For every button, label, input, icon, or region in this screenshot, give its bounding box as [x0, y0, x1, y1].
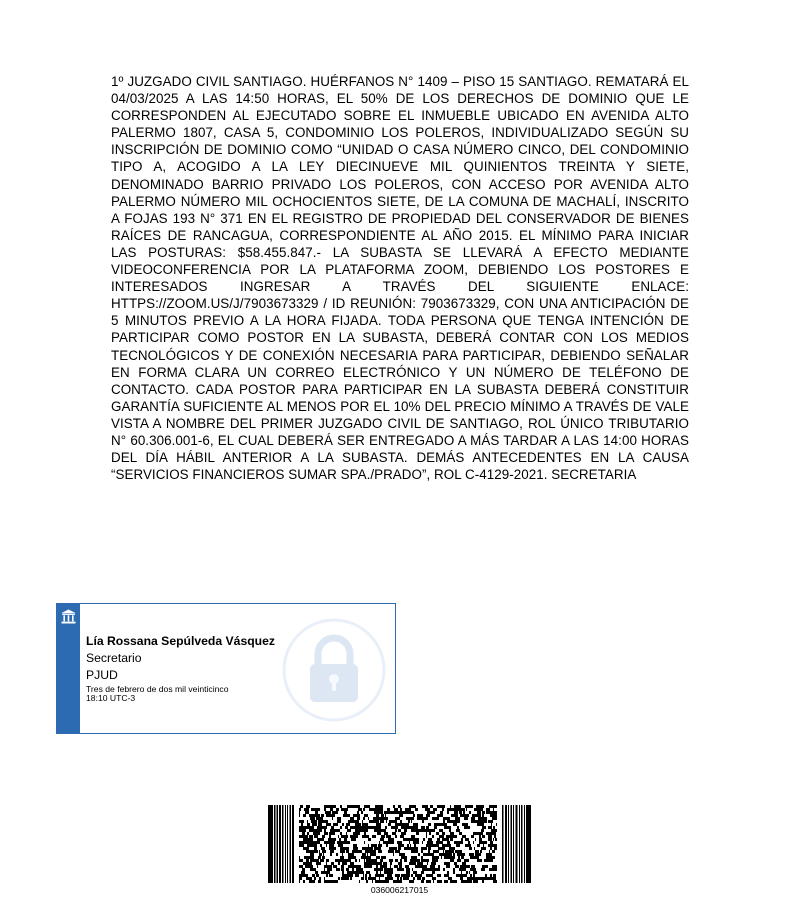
signer-name: Lía Rossana Sepúlveda Vásquez [86, 634, 275, 648]
signature-time-text: 18:10 UTC-3 [86, 693, 136, 704]
barcode-number: 036006217015 [370, 885, 429, 895]
signer-role: Secretario [86, 651, 142, 665]
signature-side-strip [57, 604, 80, 733]
signer-organization: PJUD [86, 668, 118, 682]
padlock-icon [282, 618, 386, 722]
auction-notice-text: 1º JUZGADO CIVIL SANTIAGO. HUÉRFANOS N° 1409 – PISO 15 SANTIAGO. REMATARÁ EL 04/03/2025 A LAS 14:50 HORAS, EL 50% DE LOS DERECHOS DE DOMINIO QUE LE CORRESPONDEN AL EJECUTADO SOBRE EL INMUEBLE UBICADO EN AVENIDA ALTO PALERMO 1807, CASA 5, CONDOMINIO LOS POLEROS, INDIVIDUALIZADO SEGÚN SU INSCRIPCIÓN DE DOMINIO COMO “UNIDAD O CASA NÚMERO CINCO, DEL CONDOMINIO TIPO A, ACOGIDO A LA LEY DIECINUEVE MIL QUINIENTOS TREINTA Y SIETE, DENOMINADO BARRIO PRIVADO LOS POLEROS, CON ACCESO POR AVENIDA ALTO PALERMO NÚMERO MIL OCHOCIENTOS SIETE, DE LA COMUNA DE MACHALÍ, INSCRITO A FOJAS 193 N° 371 EN EL REGISTRO DE PROPIEDAD DEL CONSERVADOR DE BIENES RAÍCES DE RANCAGUA, CORRESPONDIENTE AL AÑO 2015. EL MÍNIMO PARA INICIAR LAS POSTURAS: $58.455.847.- LA SUBASTA SE LLEVARÁ A EFECTO MEDIANTE VIDEOCONFERENCIA POR LA PLATAFORMA ZOOM, DEBIENDO LOS POSTORES E INTERESADOS INGRESAR A TRAVÉS DEL SIGUIENTE ENLACE: HTTPS://ZOOM.US/J/7903673329 / ID REUNIÓN: 7903673329, CON UNA ANTICIPACIÓN DE 5 MINUTOS PREVIO A LA HORA FIJADA. TODA PERSONA QUE TENGA INTENCIÓN DE PARTICIPAR COMO POSTOR EN LA SUBASTA, DEBERÁ CONTAR CON LOS MEDIOS TECNOLÓGICOS Y DE CONEXIÓN NECESARIA PARA PARTICIPAR, DEBIENDO SEÑALAR EN FORMA CLARA UN CORREO ELECTRÓNICO Y UN NÚMERO DE TELÉFONO DE CONTACTO. CADA POSTOR PARA PARTICIPAR EN LA SUBASTA DEBERÁ CONSTITUIR GARANTÍA SUFICIENTE AL MENOS POR EL 10% DEL PRECIO MÍNIMO A TRAVÉS DE VALE VISTA A NOMBRE DEL PRIMER JUZGADO CIVIL DE SANTIAGO, ROL ÚNICO TRIBUTARIO N° 60.306.001-6, EL CUAL DEBERÁ SER ENTREGADO A MÁS TARDAR A LAS 14:00 HORAS DEL DÍA HÁBIL ANTERIOR A LA SUBASTA. DEMÁS ANTECEDENTES EN LA CAUSA “SERVICIOS FINANCIEROS SUMAR SPA./PRADO”, ROL C-4129-2021. SECRETARIA [111, 74, 689, 483]
electronic-signature-box [56, 603, 396, 734]
signature-date-text: Tres de febrero de dos mil veinticinco [86, 684, 229, 694]
signature-timestamp [86, 685, 229, 704]
verification-barcode [268, 805, 531, 883]
courthouse-icon [61, 609, 76, 624]
